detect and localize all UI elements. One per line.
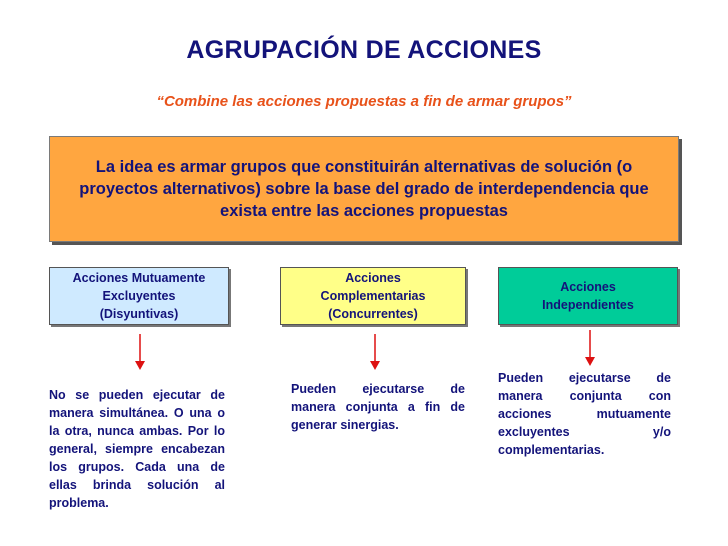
- category-label-line: (Disyuntivas): [99, 307, 179, 321]
- category-box-complementary: [280, 267, 466, 325]
- arrow-down-icon: [584, 330, 596, 366]
- page-subtitle: “Combine las acciones propuestas a fin de armar grupos”: [156, 93, 572, 110]
- category-label-line: Acciones Mutuamente: [72, 271, 206, 285]
- arrow-down-icon: [134, 334, 146, 370]
- description-independent: Pueden ejecutarse de manera conjunta con acciones mutuamente excluyentes y/o complementarias.: [498, 371, 671, 457]
- category-box-independent: [498, 267, 678, 325]
- description-mutually-exclusive: No se pueden ejecutar de manera simultánea. O una o la otra, nunca ambas. Por lo general, siempre encabezan los grupos. Cada una de ellas brinda solución al problema.: [49, 388, 225, 510]
- category-label-line: Excluyentes: [102, 289, 176, 303]
- category-label-line: Acciones: [560, 280, 616, 294]
- category-label-line: Complementarias: [320, 289, 426, 303]
- description-complementary: Pueden ejecutarse de manera conjunta a fin de generar sinergias.: [291, 382, 465, 432]
- category-label-line: Independientes: [542, 298, 634, 312]
- category-box-mutually-exclusive: [49, 267, 229, 325]
- main-idea-text: La idea es armar grupos que constituirán alternativas de solución (o proyectos alternativos) sobre la base del grado de interdependencia que exista entre las acciones propuestas: [79, 158, 649, 220]
- category-label-line: (Concurrentes): [328, 307, 418, 321]
- page-title: AGRUPACIÓN DE ACCIONES: [186, 36, 542, 64]
- category-label-line: Acciones: [345, 271, 401, 285]
- main-idea-box: [49, 136, 679, 242]
- arrow-down-icon: [369, 334, 381, 370]
